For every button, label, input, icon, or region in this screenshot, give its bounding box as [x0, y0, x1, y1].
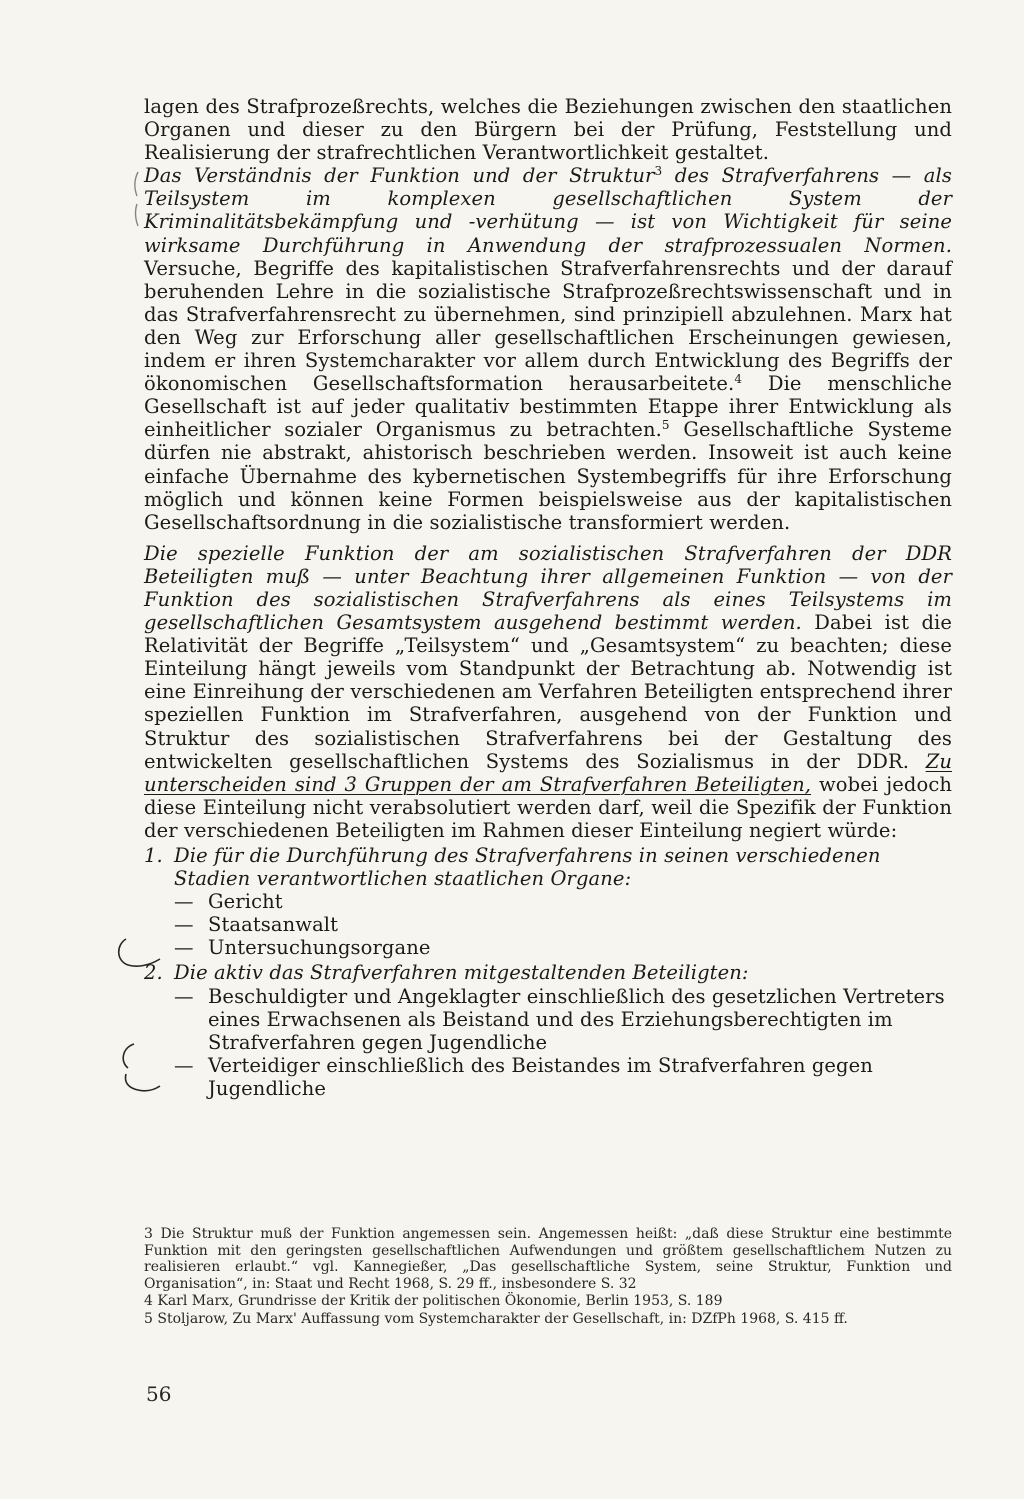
footnote-3: 3 Die Struktur muß der Funktion angemessen sein. Angemessen heißt: „daß diese Struktur eine bestimmte Funktion mit den geringsten gesellschaftlichen Aufwendungen und größtem gesellschaftlichem Nutzen zu realisieren erlaubt.“ vgl. Kannegießer, „Das gesellschaftliche System, seine Struktur, Funktion und Organisation“, in: Staat und Recht 1968, S. 29 ff., insbesondere S. 32: [144, 1226, 952, 1292]
paragraph-2-text-b: Die menschliche Gesellschaft ist auf jeder qualitativ bestimmten Etappe ihrer Entwicklung als einheitlicher sozialer Organismus zu betrachten.: [144, 372, 952, 442]
participant-groups-list: [144, 844, 952, 1100]
footnotes: [144, 1226, 952, 1329]
margin-bracket-mark: [128, 170, 142, 230]
paragraph-2-text-a: Versuche, Begriffe des kapitalistischen Strafverfahrensrechts und der darauf beruhenden Lehre in die sozialistische Strafprozeßrechtswissenschaft und in das Strafverfahrensrecht zu übernehmen, sind prinzipiell abzulehnen. Marx hat den Weg zur Erforschung aller gesellschaftlichen Erscheinungen gewiesen, indem er ihren Systemcharakter vor allem durch Entwicklung des Begriffs der ökonomischen Gesellschaftsformation herausarbeitete.: [144, 256, 952, 396]
footnote-4: 4 Karl Marx, Grundrisse der Kritik der politischen Ökonomie, Berlin 1953, S. 189: [144, 1293, 723, 1310]
group-number: 2.: [144, 961, 163, 985]
main-text: [144, 95, 952, 1100]
list-item: — Gericht: [174, 890, 952, 913]
group-heading: Die aktiv das Strafverfahren mitgestaltenden Beteiligten:: [174, 961, 749, 985]
page-number: 56: [146, 1382, 172, 1406]
list-item: — Staatsanwalt: [174, 913, 952, 936]
paragraph-3: [144, 542, 952, 842]
paragraph-2-emphasis: Das Verständnis der Funktion und der Struktur: [144, 164, 655, 188]
group-item-1: [144, 844, 952, 959]
list-item: — Verteidiger einschließlich des Beistandes im Strafverfahren gegen Jugendliche: [174, 1054, 952, 1100]
paragraph-2-emphasis-cont: des Strafverfahrens — als Teilsystem im komplexen gesellschaftlichen System der Kriminalitätsbekämpfung und -verhütung — ist von Wichtigkeit für seine wirksame Durchführung in Anwendung der strafprozessualen Normen.: [144, 164, 952, 257]
group-1-members: [174, 890, 952, 959]
paragraph-3-emphasis: Die spezielle Funktion der am sozialistischen Strafverfahren der DDR Beteiligten muß — unter Beachtung ihrer allgemeinen Funktion — von der Funktion des sozialistischen Strafverfahrens als eines Teilsystems im gesellschaftlichen Gesamtsystem ausgehend bestimmt werden.: [144, 541, 952, 635]
group-item-2: [144, 961, 952, 1100]
list-item: — Beschuldigter und Angeklagter einschließlich des gesetzlichen Vertreters eines Erwachsenen als Beistand und des Erziehungsberechtigten im Strafverfahren gegen Jugendliche: [174, 985, 952, 1054]
footnote-ref-3: 3: [654, 164, 663, 179]
paragraph-2-text-c: Gesellschaftliche Systeme dürfen nie abstrakt, ahistorisch beschrieben werden. Insoweit ist auch keine einfache Übernahme des kybernetischen Systembegriffs für ihre Erforschung möglich und können keine Formen beispielsweise aus der kapitalistischen Gesellschaftsordnung in die sozialistische transformiert werden.: [144, 418, 952, 534]
paragraph-2: [144, 164, 952, 534]
list-item: — Untersuchungsorgane: [174, 936, 952, 959]
group-number: 1.: [144, 844, 163, 867]
group-2-members: [174, 985, 952, 1100]
footnote-ref-4: 4: [734, 372, 743, 387]
group-heading: Die für die Durchführung des Strafverfahrens in seinen verschiedenen Stadien verantwortlichen staatlichen Organe:: [174, 844, 881, 891]
paragraph-1: lagen des Strafprozeßrechts, welches die Beziehungen zwischen den staatlichen Organen und dieser zu den Bürgern bei der Prüfung, Feststellung und Realisierung der strafrechtlichen Verantwortlichkeit gestaltet.: [144, 95, 952, 165]
paragraph-3-text-b: wobei jedoch diese Einteilung nicht verabsolutiert werden darf, weil die Spezifik der Funktion der verschiedenen Beteiligten im Rahmen dieser Einteilung negiert würde:: [144, 772, 952, 842]
footnote-5: 5 Stoljarow, Zu Marx' Auffassung vom Systemcharakter der Gesellschaft, in: DZfPh 1968, S. 415 ff.: [144, 1310, 848, 1327]
paragraph-3-text-a: Dabei ist die Relativität der Begriffe „Teilsystem“ und „Gesamtsystem“ zu beachten; diese Einteilung hängt jeweils vom Standpunkt der Betrachtung ab. Notwendig ist eine Einreihung der verschiedenen am Verfahren Beteiligten entsprechend ihrer speziellen Funktion im Strafverfahren, ausgehend von der Funktion und Struktur des sozialistischen Strafverfahrens bei der Gestaltung des entwickelten gesellschaftlichen Systems des Sozialismus in der DDR.: [144, 611, 952, 773]
footnote-ref-5: 5: [661, 418, 670, 433]
paragraph-3-underlined: Zu unterscheiden sind 3 Gruppen der am Strafverfahren Beteiligten,: [144, 749, 952, 796]
